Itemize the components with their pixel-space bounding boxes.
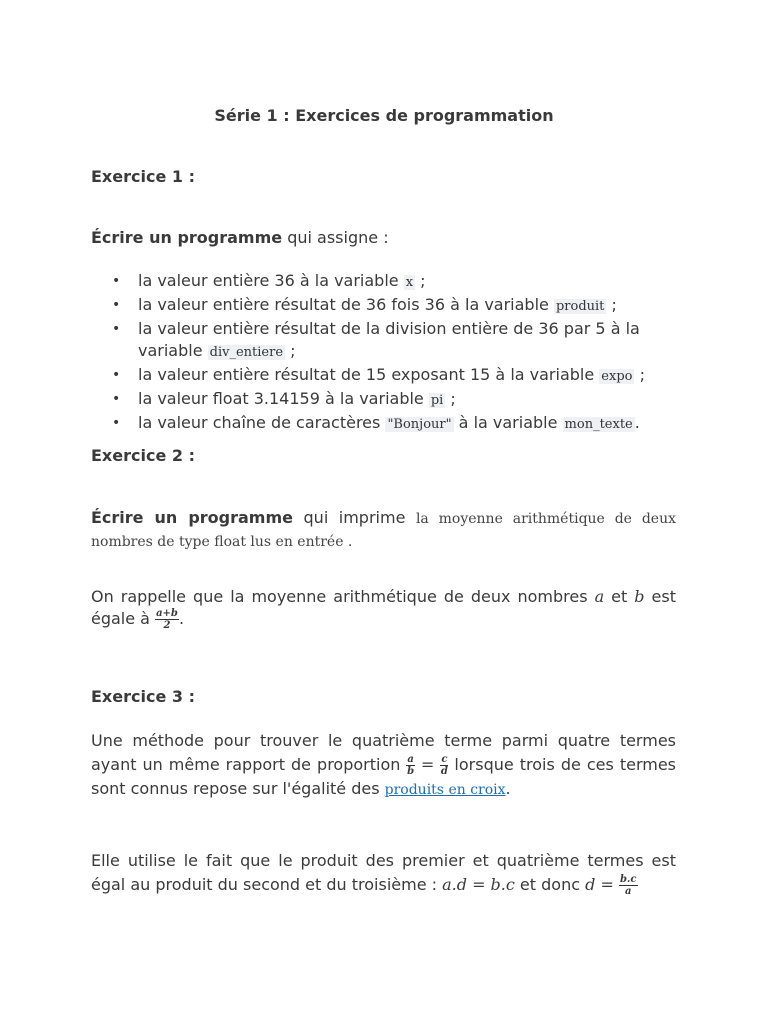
code-inline: mon_texte <box>564 417 633 432</box>
exercise-1-intro <box>91 227 676 249</box>
equation-ad-bc: a.d = b.c <box>442 875 515 894</box>
list-item: • la valeur entière 36 à la variable x ; <box>112 271 426 290</box>
exercise-3-heading: Exercice 3 : <box>91 687 195 706</box>
fraction-bc-over-a: $\frac{b.c}{a}$ <box>619 874 637 897</box>
exercise-2-statement: Écrire un programme qui imprime la moyenne arithmétique de deux nombres de type float lus en entrée . <box>91 508 677 550</box>
list-item: • la valeur float 3.14159 à la variable pi ; <box>112 389 456 408</box>
list-item: • la valeur chaîne de caractères "Bonjour" à la variable mon_texte . <box>112 413 640 432</box>
list-item: • la valeur entière résultat de la division entière de 36 par 5 à la variable div_entiere ; <box>112 319 640 360</box>
exercise-2-reminder: On rappelle que la moyenne arithmétique de deux nombres a et b est égale à $\frac{a+b}{2}$ . <box>91 587 676 631</box>
code-inline: div_entiere <box>209 345 284 360</box>
exercise-1-list <box>91 270 676 436</box>
intro-bold: Écrire un programme <box>91 228 283 247</box>
produits-en-croix-link[interactable]: produits en croix <box>384 782 506 798</box>
code-inline: x <box>405 275 414 290</box>
code-inline: pi <box>430 393 444 408</box>
code-inline: "Bonjour" <box>387 417 452 432</box>
fraction-a-plus-b-over-2: $\frac{a+b}{2}$ <box>156 608 178 631</box>
intro-rest: qui assigne : <box>282 228 389 247</box>
code-inline: produit <box>555 299 605 314</box>
list-item: • la valeur entière résultat de 15 exposant 15 à la variable expo ; <box>112 365 645 384</box>
exercise-3-paragraph-1: Une méthode pour trouver le quatrième terme parmi quatre termes ayant un même rapport de proportion $\frac{a}{b}$ = $\frac{c}{d}$ lorsque trois de ces termes sont connus repose sur l'égalité des produits en croix. <box>91 731 677 798</box>
fraction-c-over-d: $\frac{c}{d}$ <box>440 754 448 777</box>
code-inline: expo <box>601 369 633 384</box>
exercise-3-paragraph-2: Elle utilise le fait que le produit des premier et quatrième termes est égal au produit du second et du troisième : a.d = b.c et donc d = $\frac{b.c}{a}$ <box>91 851 676 897</box>
exercise-1-heading: Exercice 1 : <box>91 167 195 186</box>
exercise-2-heading: Exercice 2 : <box>91 446 195 465</box>
list-item: • la valeur entière résultat de 36 fois 36 à la variable produit ; <box>112 295 617 314</box>
page-title: Série 1 : Exercices de programmation <box>214 106 554 125</box>
fraction-a-over-b: $\frac{a}{b}$ <box>407 754 415 777</box>
